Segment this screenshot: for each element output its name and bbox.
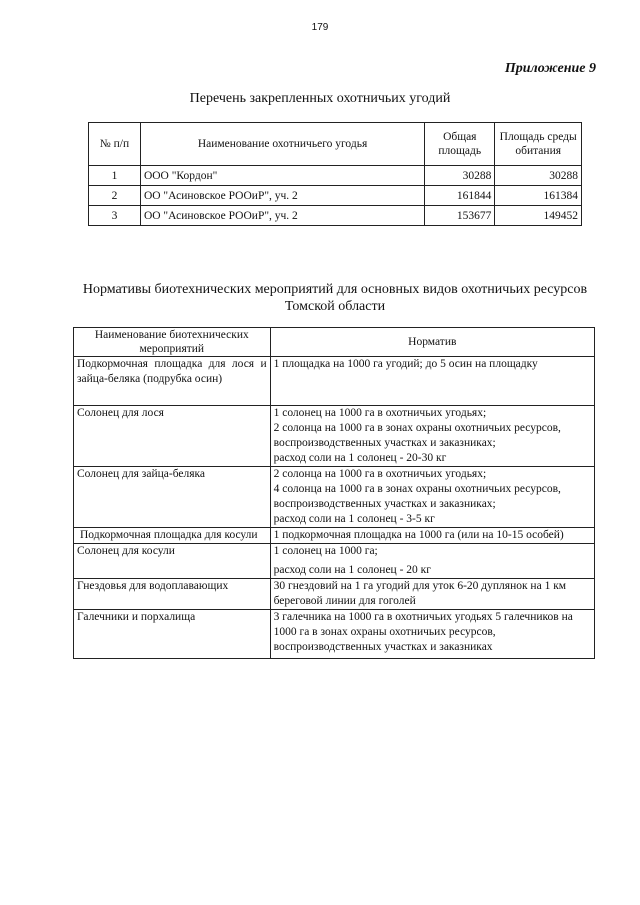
- cell-event: [74, 467, 271, 528]
- event-text: Гнездовья для водоплавающих: [77, 580, 229, 592]
- norm-line: 2 солонца на 1000 га в охотничьих угодьях;: [273, 468, 487, 480]
- table-row: [74, 357, 595, 406]
- cell-habitat: 161384: [495, 186, 582, 206]
- cell-event: [74, 528, 271, 544]
- table-row: [74, 528, 595, 544]
- event-text: Галечники и порхалища: [77, 611, 196, 623]
- table-header-row: [89, 123, 582, 166]
- norm-line: расход соли на 1 солонец - 3-5 кг: [273, 513, 435, 525]
- table-row: [74, 610, 595, 659]
- cell-area: 153677: [425, 206, 495, 226]
- norm-line: 1 солонец на 1000 га в охотничьих угодьях;: [273, 407, 487, 419]
- norm-line: 1 площадка на 1000 га угодий; до 5 осин на площадку: [273, 358, 538, 370]
- table-row: [89, 186, 582, 206]
- norm-line: 30 гнездовий на 1 га угодий для уток 6-20 дуплянок на 1 км береговой линии для гоголей: [273, 580, 567, 607]
- header-habitat: Площадь среды обитания: [495, 123, 582, 166]
- header-area: Общая площадь: [425, 123, 495, 166]
- table-row: [74, 579, 595, 610]
- cell-norm: [270, 528, 594, 544]
- cell-norm: [270, 610, 594, 659]
- cell-norm: [270, 544, 594, 579]
- cell-num: 3: [89, 206, 141, 226]
- hunting-grounds-table: [88, 122, 582, 226]
- table-row: [89, 166, 582, 186]
- cell-event: [74, 357, 271, 406]
- norm-line: 3 галечника на 1000 га в охотничьих угодьях 5 галечников на 1000 га в зонах охраны охотничьих ресурсов, воспроизводственных участках и заказниках: [273, 611, 573, 653]
- cell-event: [74, 610, 271, 659]
- event-text: Солонец для лося: [77, 407, 164, 419]
- table-row: [74, 544, 595, 579]
- cell-num: 2: [89, 186, 141, 206]
- cell-event: [74, 579, 271, 610]
- cell-habitat: 149452: [495, 206, 582, 226]
- biotech-norms-table: [73, 327, 595, 659]
- header-name: Наименование охотничьего угодья: [140, 123, 424, 166]
- cell-area: 30288: [425, 166, 495, 186]
- cell-num: 1: [89, 166, 141, 186]
- norm-line: 1 подкормочная площадка на 1000 га (или на 10-15 особей): [273, 529, 564, 541]
- header-num: № п/п: [89, 123, 141, 166]
- norm-line: расход соли на 1 солонец - 20 кг: [273, 564, 431, 576]
- cell-event: [74, 406, 271, 467]
- norm-line: 4 солонца на 1000 га в зонах охраны охотничьих ресурсов, воспроизводственных участках и заказниках;: [273, 483, 561, 510]
- table-header-row: [74, 328, 595, 357]
- table-row: [74, 406, 595, 467]
- norm-line: 1 солонец на 1000 га;: [273, 545, 378, 557]
- header-norm: Норматив: [270, 328, 594, 357]
- event-text: Солонец для косули: [77, 545, 175, 557]
- event-text: Подкормочная площадка для лося и зайца-беляка (подрубка осин): [77, 358, 267, 385]
- page-number: 179: [311, 22, 329, 33]
- cell-name: ОО "Асиновское РООиР", уч. 2: [140, 186, 424, 206]
- cell-norm: [270, 406, 594, 467]
- event-text: Подкормочная площадка для косули: [80, 529, 258, 541]
- cell-norm: [270, 579, 594, 610]
- cell-name: ООО "Кордон": [140, 166, 424, 186]
- cell-name: ОО "Асиновское РООиР", уч. 2: [140, 206, 424, 226]
- cell-norm: [270, 357, 594, 406]
- table-row: [89, 206, 582, 226]
- norm-line: расход соли на 1 солонец - 20-30 кг: [273, 452, 447, 464]
- cell-habitat: 30288: [495, 166, 582, 186]
- cell-event: [74, 544, 271, 579]
- table1-title: Перечень закрепленных охотничьих угодий: [189, 91, 451, 106]
- header-event: Наименование биотехнических мероприятий: [74, 328, 271, 357]
- table2-title: Нормативы биотехнических мероприятий для основных видов охотничьих ресурсов Томской области: [82, 282, 588, 314]
- appendix-label: Приложение 9: [504, 61, 596, 76]
- cell-norm: [270, 467, 594, 528]
- norm-line: 2 солонца на 1000 га в зонах охраны охотничьих ресурсов, воспроизводственных участках и заказниках;: [273, 422, 561, 449]
- event-text: Солонец для зайца-беляка: [77, 468, 206, 480]
- cell-area: 161844: [425, 186, 495, 206]
- table-row: [74, 467, 595, 528]
